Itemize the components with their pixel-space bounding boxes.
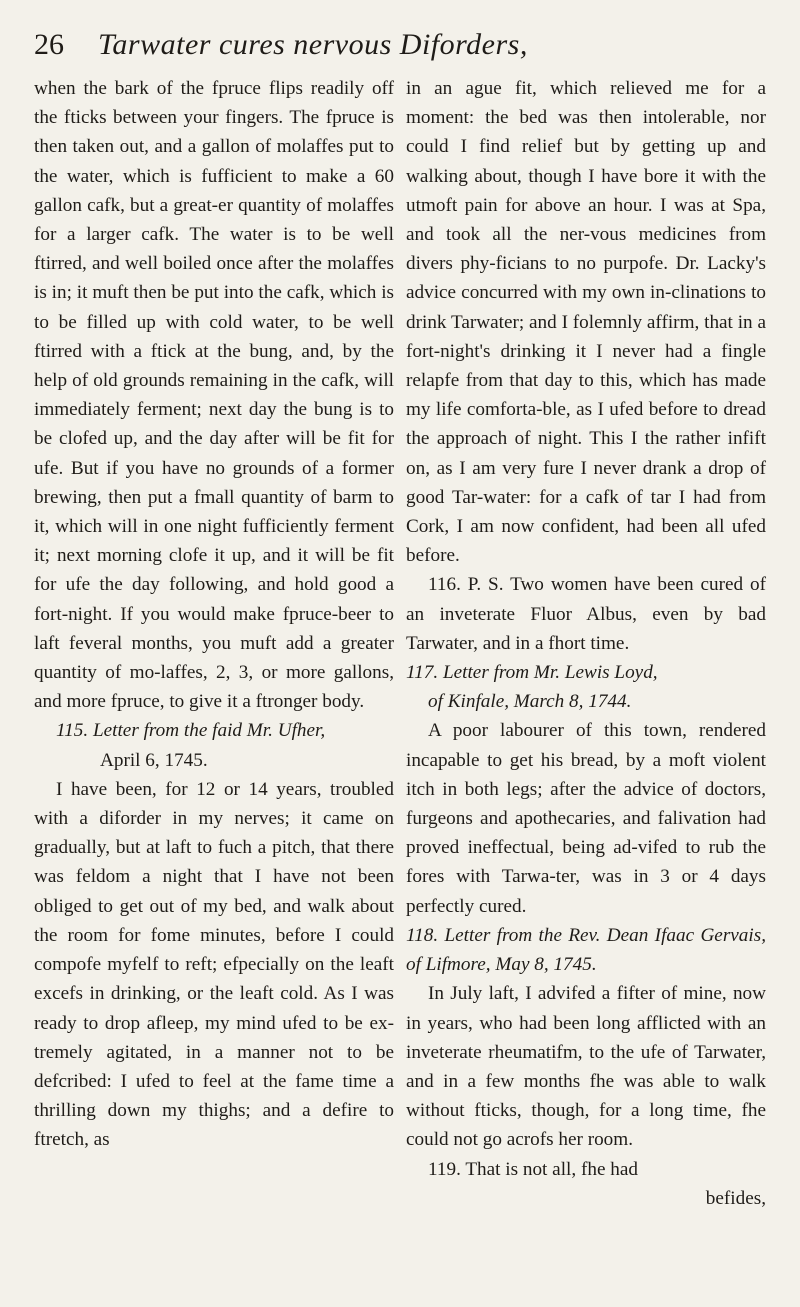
letter-date: April 6, 1745. bbox=[100, 749, 208, 771]
paragraph: In July laft, I advifed a fifter of mine, now in years, who had been long afflicted with an inveterate rheumatifm, to the ufe of Tarwater, and in a few months fhe was able to walk without fticks, though, for a long time, fhe could not go acrofs her room. bbox=[406, 983, 766, 1151]
right-column bbox=[406, 74, 766, 1213]
paragraph: I have been, for 12 or 14 years, troubled with a diforder in my nerves; it came on gradually, but at laft to fuch a pitch, that there was feldom a night that I have not been obliged to get out of my bed, and walk about the room for fome minutes, before I could compofe myfelf to reft; efpecially on the leaft excefs in drinking, or the leaft cold. As I was ready to drop afleep, my mind ufed to be ex-tremely agitated, in a manner not to be defcribed: I ufed to feel at the fame time a thrilling down my thighs; and a defire to ftretch, as bbox=[34, 778, 394, 1151]
paragraph: 119. That is not all, fhe had bbox=[428, 1158, 638, 1180]
letter-heading: 118. Letter from the Rev. Dean Ifaac Gervais, of Lifmore, May 8, 1745. bbox=[406, 924, 766, 976]
letter-heading: 115. Letter from the faid Mr. Ufher, bbox=[56, 720, 326, 742]
page-number: 26 bbox=[34, 28, 64, 61]
paragraph: when the bark of the fpruce flips readily off the fticks between your fingers. The fpruce is then taken out, and a gallon of molaffes put to the water, which is fufficient to make a 60 gallon cafk, but a great-er quantity of molaffes for a larger cafk. The water is to be well ftirred, and well boiled once after the molaffes is in; it muft then be put into the cafk, which is to be filled up with cold water, to be well ftirred with a ftick at the bung, and, by the help of old grounds remaining in the cafk, will immediately ferment; next day the bung is to be clofed up, and the day after will be fit for ufe. But if you have no grounds of a former brewing, then put a fmall quantity of barm to it, which will in one night fufficiently ferment it; next morning clofe it up, and it will be fit for ufe the day following, and hold good a fort-night. If you would make fpruce-beer to laft feveral months, you muft add a greater quantity of mo-laffes, 2, 3, or more gallons, and more fpruce, to give it a ftronger body. bbox=[34, 78, 394, 713]
paragraph: 116. P. S. Two women have been cured of an inveterate Fluor Albus, even by bad Tarwater, and in a fhort time. bbox=[406, 574, 766, 654]
letter-date: of Kinfale, March 8, 1744. bbox=[428, 691, 632, 713]
text-columns bbox=[34, 74, 766, 1213]
paragraph: in an ague fit, which relieved me for a moment: the bed was then intolerable, nor could I find relief but by getting up and walking about, though I have bore it with the utmoft pain for above an hour. I was at Spa, and took all the ner-vous medicines from divers phy-ficians to no purpofe. Dr. Lacky's advice concurred with my own in-clinations to drink Tarwater; and I folemnly affirm, that in a fort-night's drinking it I never had a fingle relapfe from that day to this, which has made my life comforta-ble, as I ufed before to dread the approach of night. This I the rather infift on, as I am very fure I never drank a drop of good Tar-water: for a cafk of tar I had from Cork, I am now confident, had been all ufed before. bbox=[406, 78, 766, 567]
running-head bbox=[34, 28, 766, 72]
left-column bbox=[34, 74, 394, 1213]
paragraph: A poor labourer of this town, rendered incapable to get his bread, by a moft violent itch in both legs; after the advice of doctors, furgeons and apothecaries, and falivation had proved ineffectual, being ad-vifed to rub the fores with Tarwa-ter, was in 3 or 4 days perfectly cured. bbox=[406, 720, 766, 917]
letter-heading: 117. Letter from Mr. Lewis Loyd, bbox=[406, 662, 658, 684]
catchword: befides, bbox=[705, 1187, 766, 1209]
running-title: Tarwater cures nervous Diforders, bbox=[98, 28, 528, 61]
